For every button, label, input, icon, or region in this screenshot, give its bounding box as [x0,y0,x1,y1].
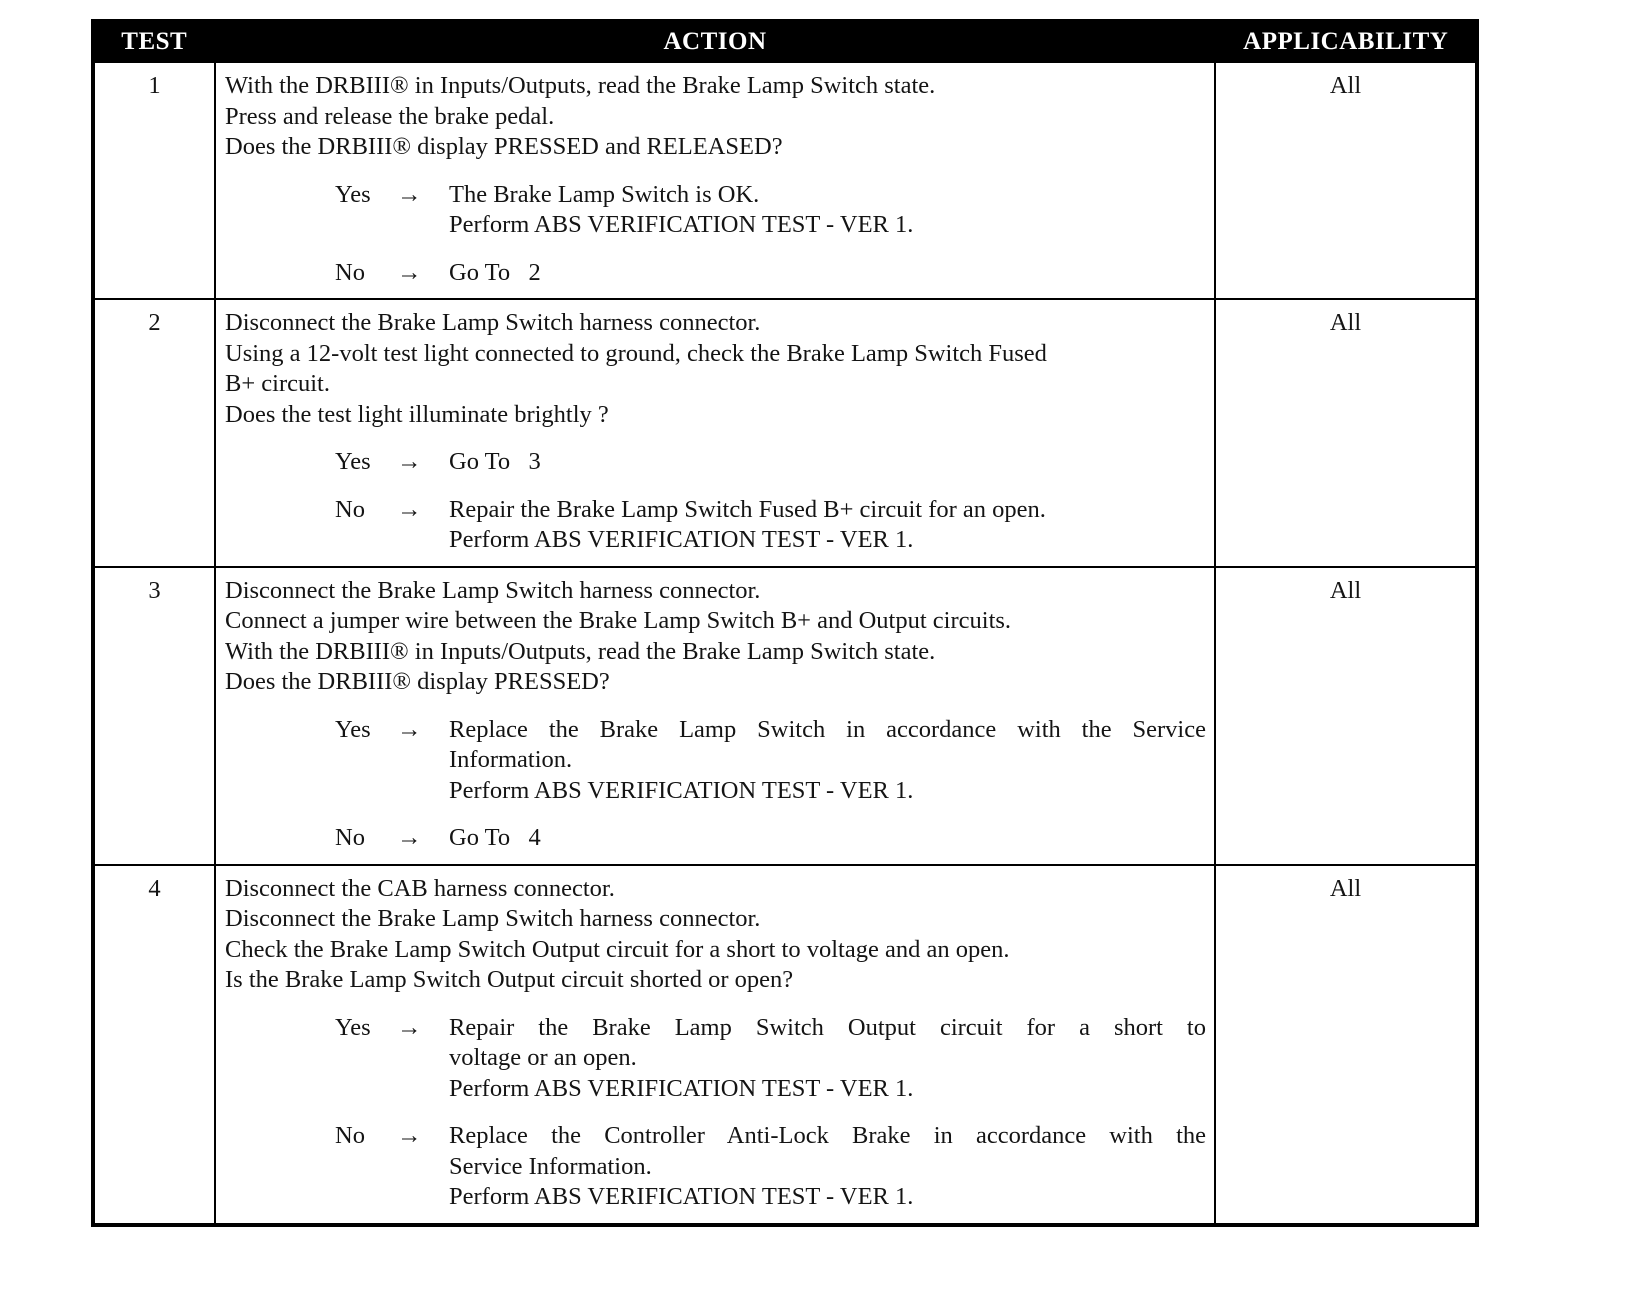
outcome-no [225,495,1206,556]
outcome-line: Go To 4 [449,824,541,851]
outcome-yes [225,715,1206,807]
header-test: TEST [93,21,215,62]
outcome-line: Repair the Brake Lamp Switch Fused B+ circuit for an open. [449,495,1046,523]
right-arrow-icon: → [397,258,422,286]
outcome-line: Repair the Brake Lamp Switch Output circuit for a short to [449,1013,1206,1041]
outcome-line: Information. [449,746,573,773]
test-applicability: All [1215,567,1477,865]
outcome-key: No [335,258,365,286]
test-number: 1 [93,62,215,299]
outcome-text [449,495,1206,556]
action-line: B+ circuit. [225,370,330,397]
action-line: Does the test light illuminate brightly ? [225,400,609,428]
outcome-line: Service Information. [449,1152,652,1180]
test-applicability: All [1215,62,1477,299]
test-number: 3 [93,567,215,865]
test-row [93,299,1477,567]
outcome-line: Perform ABS VERIFICATION TEST - VER 1. [449,776,914,804]
test-action [215,299,1215,567]
outcome-key: No [335,495,365,523]
outcome-yes [225,1013,1206,1105]
test-applicability: All [1215,865,1477,1225]
test-number: 2 [93,299,215,567]
test-action [215,865,1215,1225]
action-line: Disconnect the Brake Lamp Switch harness connector. [225,576,761,604]
outcome-text [449,1121,1206,1213]
action-line: Using a 12-volt test light connected to ground, check the Brake Lamp Switch Fused [225,339,1047,367]
outcome-line: The Brake Lamp Switch is OK. [449,180,760,208]
action-line: Disconnect the CAB harness connector. [225,874,615,902]
test-row [93,865,1477,1225]
outcome-key: Yes [335,180,371,208]
outcome-yes [225,180,1206,241]
diagnostic-test-table [91,19,1479,1227]
action-line: Connect a jumper wire between the Brake Lamp Switch B+ and Output circuits. [225,607,1012,634]
outcome-text [449,1013,1206,1105]
outcome-line: voltage or an open. [449,1044,637,1071]
right-arrow-icon: → [397,180,422,208]
right-arrow-icon: → [397,1013,422,1041]
outcome-yes [225,447,1206,478]
outcome-line: Replace the Brake Lamp Switch in accordance with the Service [449,715,1206,743]
outcome-line: Replace the Controller Anti-Lock Brake in accordance with the [449,1122,1206,1149]
action-line: Check the Brake Lamp Switch Output circuit for a short to voltage and an open. [225,935,1010,963]
action-line: Does the DRBIII® display PRESSED? [225,668,610,695]
outcome-key: No [335,824,365,851]
test-row [93,567,1477,865]
header-row [93,21,1477,62]
action-line: Does the DRBIII® display PRESSED and RELEASED? [225,133,783,160]
action-line: Disconnect the Brake Lamp Switch harness connector. [225,309,761,336]
test-action [215,62,1215,299]
test-applicability: All [1215,299,1477,567]
outcome-text [449,180,1206,241]
outcome-no [225,823,1206,854]
outcome-no [225,258,1206,289]
outcome-line: Go To 2 [449,258,541,286]
test-row [93,62,1477,299]
right-arrow-icon: → [397,1122,422,1149]
outcome-text [449,715,1206,807]
outcome-text [449,823,1206,854]
outcome-key: No [335,1122,365,1149]
action-line: Disconnect the Brake Lamp Switch harness connector. [225,905,761,932]
outcome-line: Perform ABS VERIFICATION TEST - VER 1. [449,211,914,238]
outcome-line: Perform ABS VERIFICATION TEST - VER 1. [449,1074,914,1102]
outcome-text [449,258,1206,289]
outcome-line: Perform ABS VERIFICATION TEST - VER 1. [449,526,914,553]
header-action: ACTION [215,21,1215,62]
outcome-text [449,447,1206,478]
right-arrow-icon: → [397,824,422,851]
right-arrow-icon: → [397,495,422,523]
outcome-no [225,1121,1206,1213]
test-number: 4 [93,865,215,1225]
outcome-key: Yes [335,1013,371,1041]
outcome-key: Yes [335,715,371,743]
action-line: With the DRBIII® in Inputs/Outputs, read the Brake Lamp Switch state. [225,637,936,665]
outcome-line: Go To 3 [449,448,541,475]
test-action [215,567,1215,865]
right-arrow-icon: → [397,715,422,743]
action-line: With the DRBIII® in Inputs/Outputs, read the Brake Lamp Switch state. [225,72,936,99]
header-applicability: APPLICABILITY [1215,21,1477,62]
right-arrow-icon: → [397,448,422,475]
action-line: Press and release the brake pedal. [225,102,555,130]
outcome-key: Yes [335,448,371,475]
action-line: Is the Brake Lamp Switch Output circuit shorted or open? [225,966,794,993]
outcome-line: Perform ABS VERIFICATION TEST - VER 1. [449,1183,914,1210]
